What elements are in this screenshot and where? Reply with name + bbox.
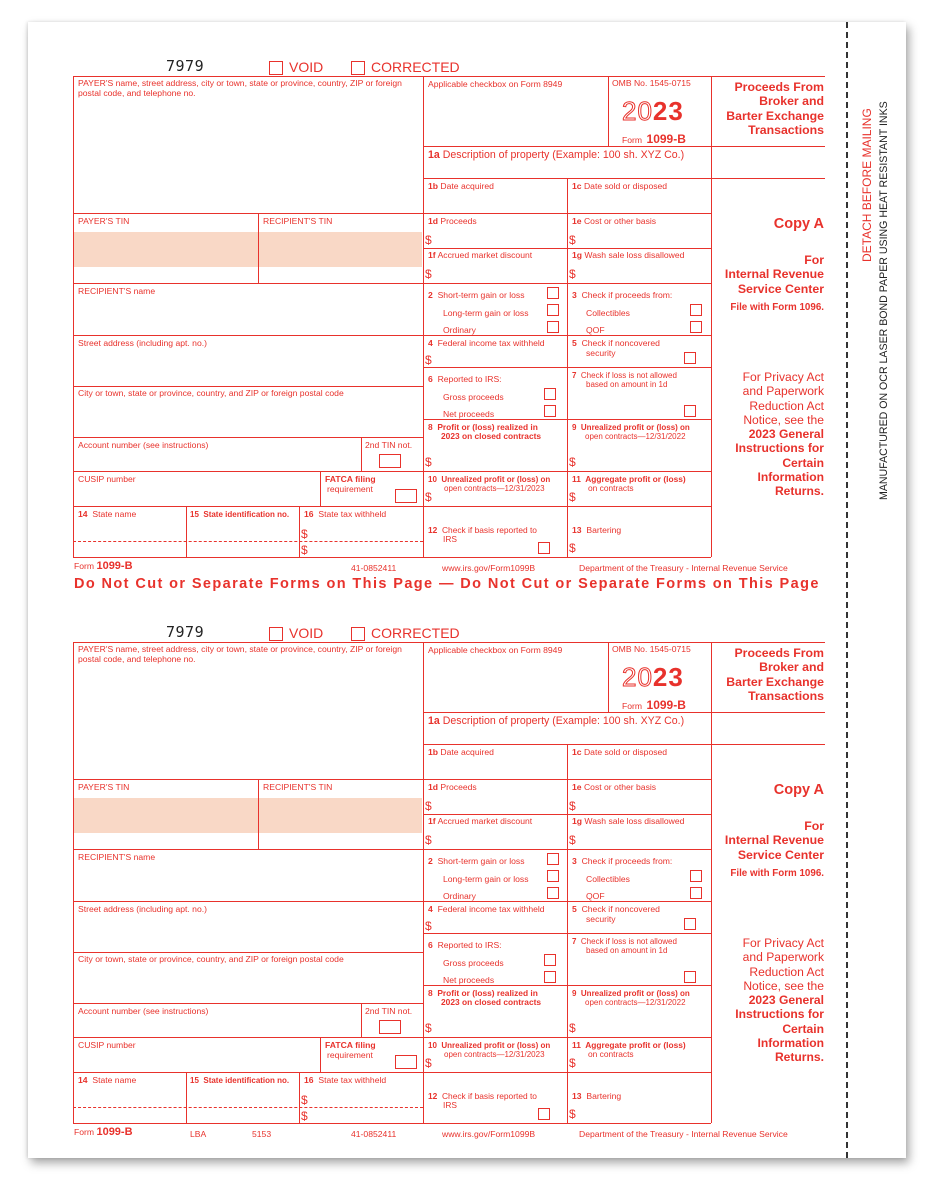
box-9-label: 9 Unrealized profit or (loss) on open contracts—12/31/2022 xyxy=(572,989,690,1007)
omb-number: OMB No. 1545-0715 xyxy=(612,78,691,88)
box-4-dollar: $ xyxy=(425,919,432,933)
copy-a-heading: Copy A xyxy=(773,782,824,798)
fatca-label: FATCA filing requirement xyxy=(325,1040,376,1060)
box-7-label: 7 Check if loss is not allowed based on amount in 1d xyxy=(572,371,677,389)
box-10-label: 10 Unrealized profit or (loss) on open contracts—12/31/2023 xyxy=(428,1041,551,1059)
gross-proceeds-checkbox[interactable] xyxy=(544,954,556,966)
tax-year: 2023 xyxy=(622,96,684,126)
box-2-label: 2 Short-term gain or loss Long-term gain or loss Ordinary xyxy=(428,856,529,901)
footer-department: Department of the Treasury - Internal Revenue Service xyxy=(579,563,788,573)
form-1099b-lower xyxy=(28,588,906,1139)
form-code-number: 7979 xyxy=(166,623,205,641)
box-9-dollar: $ xyxy=(569,455,576,469)
box-5-label: 5 Check if noncovered security xyxy=(572,338,660,358)
box-9-label: 9 Unrealized profit or (loss) on open contracts—12/31/2022 xyxy=(572,423,690,441)
do-not-cut-warning: Do Not Cut or Separate Forms on This Page — Do Not Cut or Separate Forms on This Page xyxy=(74,576,820,592)
second-tin-checkbox[interactable] xyxy=(379,454,401,468)
form-title: Proceeds From Broker and Barter Exchange Transactions xyxy=(726,646,824,703)
irs-service-center-note: For Internal Revenue Service Center xyxy=(724,819,824,862)
box-16-dollar-1: $ xyxy=(301,1093,308,1107)
payer-info-field[interactable] xyxy=(76,666,420,776)
box-8-dollar: $ xyxy=(425,455,432,469)
box-11-dollar: $ xyxy=(569,1056,576,1070)
form-id: Form 1099-B xyxy=(622,698,686,712)
gross-proceeds-checkbox[interactable] xyxy=(544,388,556,400)
net-proceeds-checkbox[interactable] xyxy=(544,971,556,983)
box-11-label: 11 Aggregate profit or (loss) on contracts xyxy=(572,1040,686,1059)
box-1g-label: 1g Wash sale loss disallowed xyxy=(572,250,685,260)
box-1d-dollar: $ xyxy=(425,799,432,813)
payer-info-field[interactable] xyxy=(76,100,420,210)
privacy-act-note: For Privacy Act and Paperwork Reduction Act Notice, see the 2023 General Instructions for Certain Information Returns. xyxy=(735,936,824,1065)
street-address-label: Street address (including apt. no.) xyxy=(78,338,207,348)
corrected-label: CORRECTED xyxy=(371,625,460,641)
box-1c-label: 1c Date sold or disposed xyxy=(572,181,668,191)
box-10-dollar: $ xyxy=(425,1056,432,1070)
void-label: VOID xyxy=(289,625,324,641)
box-1d-label: 1d Proceeds xyxy=(428,216,477,226)
box-1f-label: 1f Accrued market discount xyxy=(428,816,533,826)
box-2-label: 2 Short-term gain or loss Long-term gain or loss Ordinary xyxy=(428,290,529,335)
second-tin-label: 2nd TIN not. xyxy=(365,440,413,450)
basis-reported-checkbox[interactable] xyxy=(538,542,550,554)
box-16-label: 16 State tax withheld xyxy=(304,1075,387,1085)
box-11-dollar: $ xyxy=(569,490,576,504)
box-1e-label: 1e Cost or other basis xyxy=(572,782,657,792)
box-7-label: 7 Check if loss is not allowed based on amount in 1d xyxy=(572,937,677,955)
box-1f-label: 1f Accrued market discount xyxy=(428,250,533,260)
ordinary-checkbox[interactable] xyxy=(547,887,559,899)
file-with-note: File with Form 1096. xyxy=(730,302,824,313)
long-term-checkbox[interactable] xyxy=(547,870,559,882)
box-1e-dollar: $ xyxy=(569,799,576,813)
box-1d-dollar: $ xyxy=(425,233,432,247)
box-16-dollar-2: $ xyxy=(301,1109,308,1123)
footer-form-id: Form 1099-B xyxy=(74,560,133,572)
basis-reported-checkbox[interactable] xyxy=(538,1108,550,1120)
box-12-label: 12 Check if basis reported to IRS xyxy=(428,525,537,544)
account-number-label: Account number (see instructions) xyxy=(78,1006,209,1016)
payer-name-label: PAYER'S name, street address, city or town, state or province, country, ZIP or foreign postal code, and telephone no. xyxy=(78,78,402,98)
applicable-checkbox-label: Applicable checkbox on Form 8949 xyxy=(428,79,563,89)
footer-catalog-number: 41-0852411 xyxy=(351,1129,397,1139)
footer-code: 5153 xyxy=(252,1129,272,1139)
box-5-label: 5 Check if noncovered security xyxy=(572,904,660,924)
box-14-label: 14 State name xyxy=(78,509,137,519)
account-number-label: Account number (see instructions) xyxy=(78,440,209,450)
box-1a-label: 1a Description of property (Example: 100 sh. XYZ Co.) xyxy=(428,715,685,727)
form-id: Form 1099-B xyxy=(622,132,686,146)
short-term-checkbox[interactable] xyxy=(547,853,559,865)
recipient-tin-label: RECIPIENT'S TIN xyxy=(263,216,333,226)
recipient-name-label: RECIPIENT'S name xyxy=(78,286,156,296)
box-13-label: 13 Bartering xyxy=(572,525,622,535)
box-16-label: 16 State tax withheld xyxy=(304,509,387,519)
payer-tin-label: PAYER'S TIN xyxy=(78,782,130,792)
payer-name-label: PAYER'S name, street address, city or town, state or province, country, ZIP or foreign postal code, and telephone no. xyxy=(78,644,402,664)
collectibles-checkbox[interactable] xyxy=(690,304,702,316)
void-checkbox[interactable] xyxy=(269,61,283,75)
box-1b-label: 1b Date acquired xyxy=(428,747,494,757)
corrected-checkbox[interactable] xyxy=(351,627,365,641)
noncovered-security-checkbox[interactable] xyxy=(684,918,696,930)
footer-catalog-number: 41-0852411 xyxy=(351,563,397,573)
box-11-label: 11 Aggregate profit or (loss) on contracts xyxy=(572,474,686,493)
box-1g-label: 1g Wash sale loss disallowed xyxy=(572,816,685,826)
box-10-label: 10 Unrealized profit or (loss) on open contracts—12/31/2023 xyxy=(428,475,551,493)
long-term-checkbox[interactable] xyxy=(547,304,559,316)
box-4-label: 4 Federal income tax withheld xyxy=(428,904,545,914)
paper-notice: MANUFACTURED ON OCR LASER BOND PAPER USING HEAT RESISTANT INKS xyxy=(878,101,890,500)
collectibles-checkbox[interactable] xyxy=(690,870,702,882)
form-sheet xyxy=(28,22,906,1158)
box-15-label: 15 State identification no. xyxy=(190,1076,290,1085)
footer-department: Department of the Treasury - Internal Revenue Service xyxy=(579,1129,788,1139)
form-code-number: 7979 xyxy=(166,57,205,75)
void-checkbox[interactable] xyxy=(269,627,283,641)
form-title: Proceeds From Broker and Barter Exchange Transactions xyxy=(726,80,824,137)
box-16-dollar-2: $ xyxy=(301,543,308,557)
city-label: City or town, state or province, country, and ZIP or foreign postal code xyxy=(78,954,344,964)
box-9-dollar: $ xyxy=(569,1021,576,1035)
applicable-checkbox-label: Applicable checkbox on Form 8949 xyxy=(428,645,563,655)
box-1c-label: 1c Date sold or disposed xyxy=(572,747,668,757)
second-tin-label: 2nd TIN not. xyxy=(365,1006,413,1016)
short-term-checkbox[interactable] xyxy=(547,287,559,299)
corrected-checkbox[interactable] xyxy=(351,61,365,75)
box-4-label: 4 Federal income tax withheld xyxy=(428,338,545,348)
cusip-label: CUSIP number xyxy=(78,1040,136,1050)
box-1e-label: 1e Cost or other basis xyxy=(572,216,657,226)
box-10-dollar: $ xyxy=(425,490,432,504)
second-tin-checkbox[interactable] xyxy=(379,1020,401,1034)
box-1g-dollar: $ xyxy=(569,267,576,281)
copy-a-heading: Copy A xyxy=(773,216,824,232)
footer-form-id: Form 1099-B xyxy=(74,1126,133,1138)
file-with-note: File with Form 1096. xyxy=(730,868,824,879)
box-1f-dollar: $ xyxy=(425,267,432,281)
box-3-label: 3 Check if proceeds from: Collectibles QOF xyxy=(572,856,673,901)
box-8-label: 8 Profit or (loss) realized in 2023 on closed contracts xyxy=(428,422,542,441)
irs-service-center-note: For Internal Revenue Service Center xyxy=(724,253,824,296)
box-1d-label: 1d Proceeds xyxy=(428,782,477,792)
box-16-dollar-1: $ xyxy=(301,527,308,541)
box-1g-dollar: $ xyxy=(569,833,576,847)
fatca-label: FATCA filing requirement xyxy=(325,474,376,494)
detach-notice: DETACH BEFORE MAILING xyxy=(860,108,874,262)
tin-shading xyxy=(74,232,422,267)
box-1f-dollar: $ xyxy=(425,833,432,847)
tax-year: 2023 xyxy=(622,662,684,692)
cusip-label: CUSIP number xyxy=(78,474,136,484)
box-8-dollar: $ xyxy=(425,1021,432,1035)
box-13-label: 13 Bartering xyxy=(572,1091,622,1101)
payer-tin-label: PAYER'S TIN xyxy=(78,216,130,226)
box-13-dollar: $ xyxy=(569,541,576,555)
box-1e-dollar: $ xyxy=(569,233,576,247)
noncovered-security-checkbox[interactable] xyxy=(684,352,696,364)
void-label: VOID xyxy=(289,59,324,75)
recipient-tin-label: RECIPIENT'S TIN xyxy=(263,782,333,792)
box-1b-label: 1b Date acquired xyxy=(428,181,494,191)
box-8-label: 8 Profit or (loss) realized in 2023 on closed contracts xyxy=(428,988,542,1007)
box-15-label: 15 State identification no. xyxy=(190,510,290,519)
footer-lba: LBA xyxy=(190,1129,207,1139)
footer-irs-link[interactable]: www.irs.gov/Form1099B xyxy=(442,1129,536,1139)
box-6-label: 6 Reported to IRS: Gross proceeds Net proceeds xyxy=(428,940,504,985)
fatca-checkbox[interactable] xyxy=(395,489,417,503)
box-3-label: 3 Check if proceeds from: Collectibles QOF xyxy=(572,290,673,335)
form-1099b-upper xyxy=(28,22,906,573)
corrected-label: CORRECTED xyxy=(371,59,460,75)
city-label: City or town, state or province, country, and ZIP or foreign postal code xyxy=(78,388,344,398)
fatca-checkbox[interactable] xyxy=(395,1055,417,1069)
tin-shading xyxy=(74,798,422,833)
box-4-dollar: $ xyxy=(425,353,432,367)
box-14-label: 14 State name xyxy=(78,1075,137,1085)
footer-irs-link[interactable]: www.irs.gov/Form1099B xyxy=(442,563,536,573)
loss-not-allowed-checkbox[interactable] xyxy=(684,971,696,983)
net-proceeds-checkbox[interactable] xyxy=(544,405,556,417)
qof-checkbox[interactable] xyxy=(690,887,702,899)
qof-checkbox[interactable] xyxy=(690,321,702,333)
street-address-label: Street address (including apt. no.) xyxy=(78,904,207,914)
recipient-name-label: RECIPIENT'S name xyxy=(78,852,156,862)
privacy-act-note: For Privacy Act and Paperwork Reduction Act Notice, see the 2023 General Instructions for Certain Information Returns. xyxy=(735,370,824,499)
box-6-label: 6 Reported to IRS: Gross proceeds Net proceeds xyxy=(428,374,504,419)
box-1a-label: 1a Description of property (Example: 100 sh. XYZ Co.) xyxy=(428,149,685,161)
omb-number: OMB No. 1545-0715 xyxy=(612,644,691,654)
loss-not-allowed-checkbox[interactable] xyxy=(684,405,696,417)
box-13-dollar: $ xyxy=(569,1107,576,1121)
box-12-label: 12 Check if basis reported to IRS xyxy=(428,1091,537,1110)
ordinary-checkbox[interactable] xyxy=(547,321,559,333)
